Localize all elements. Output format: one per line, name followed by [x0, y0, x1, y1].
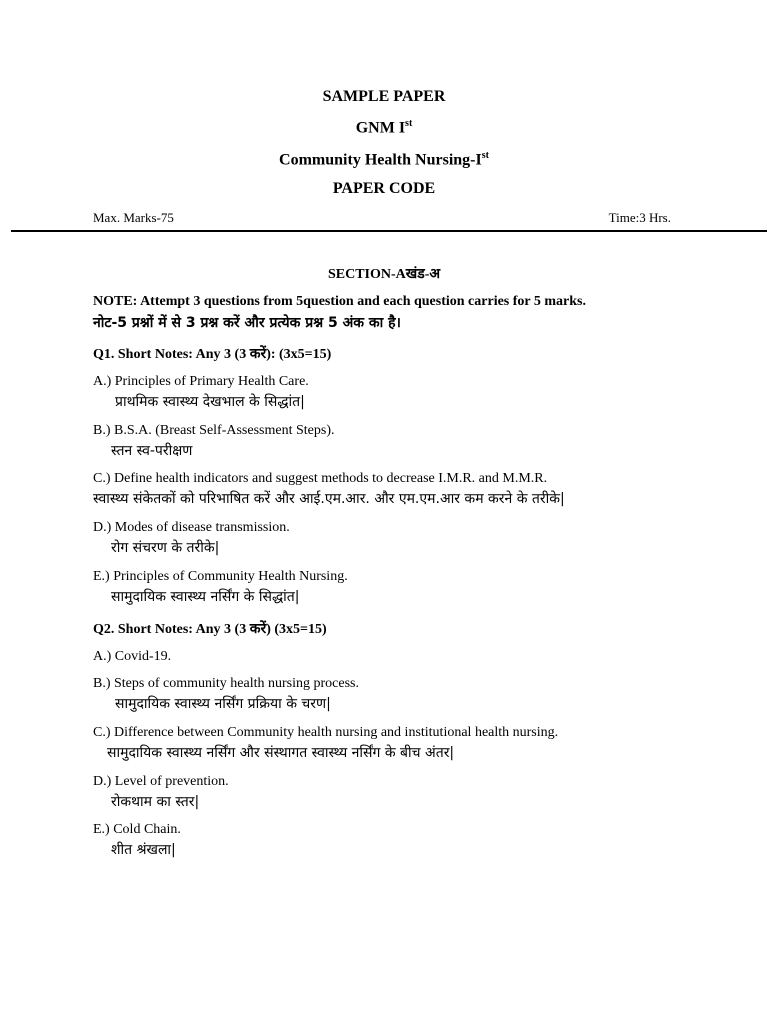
- paper-title: SAMPLE PAPER: [322, 88, 446, 105]
- note-english: NOTE: Attempt 3 questions from 5question and each question carries for 5 marks.: [93, 294, 586, 309]
- max-marks: Max. Marks-75: [93, 210, 174, 225]
- header-divider: [11, 230, 767, 232]
- q2-item-a: A.) Covid-19.: [93, 649, 172, 664]
- time-allowed: Time:3 Hrs.: [608, 210, 671, 225]
- q1-item-a: A.) Principles of Primary Health Care.: [93, 374, 309, 389]
- q2-heading: Q2. Short Notes: Any 3 (3 करें) (3x5=15): [93, 622, 327, 637]
- q2-item-c-hindi: सामुदायिक स्वास्थ्य नर्सिंग और संस्थागत स्वास्थ्य नर्सिंग के बीच अंतर|: [107, 745, 455, 761]
- q1-item-e: E.) Principles of Community Health Nursing.: [93, 569, 348, 584]
- q1-item-b-hindi: स्तन स्व-परीक्षण: [111, 443, 193, 459]
- q2-item-d: D.) Level of prevention.: [93, 774, 229, 789]
- q2-item-b-hindi: सामुदायिक स्वास्थ्य नर्सिंग प्रक्रिया के चरण|: [115, 696, 331, 712]
- note-hindi: नोट-5 प्रश्नों में से 3 प्रश्न करें और प्रत्येक प्रश्न 5 अंक का है।: [93, 315, 401, 331]
- q2-item-b: B.) Steps of community health nursing process.: [93, 676, 359, 691]
- q1-item-c: C.) Define health indicators and suggest methods to decrease I.M.R. and M.M.R.: [93, 471, 548, 486]
- section-heading: SECTION-Aखंड-अ: [327, 267, 441, 282]
- q2-item-c: C.) Difference between Community health nursing and institutional health nursing.: [93, 725, 559, 740]
- paper-code: PAPER CODE: [332, 180, 436, 197]
- q2-item-d-hindi: रोकथाम का स्तर|: [111, 794, 200, 810]
- q1-heading: Q1. Short Notes: Any 3 (3 करें): (3x5=15): [93, 347, 332, 362]
- q1-item-e-hindi: सामुदायिक स्वास्थ्य नर्सिंग के सिद्धांत|: [111, 589, 300, 605]
- q1-item-c-hindi: स्वास्थ्य संकेतकों को परिभाषित करें और आई.एम.आर. और एम.एम.आर कम करने के तरीके|: [93, 491, 565, 507]
- q2-item-e: E.) Cold Chain.: [93, 822, 181, 837]
- q1-item-d-hindi: रोग संचरण के तरीके|: [111, 540, 220, 556]
- q2-item-e-hindi: शीत श्रंखला|: [111, 842, 176, 858]
- q1-item-a-hindi: प्राथमिक स्वास्थ्य देखभाल के सिद्धांत|: [115, 394, 305, 410]
- course-name: GNM Ist: [355, 118, 413, 137]
- subject-name: Community Health Nursing-Ist: [279, 150, 489, 169]
- q1-item-d: D.) Modes of disease transmission.: [93, 520, 290, 535]
- q1-item-b: B.) B.S.A. (Breast Self-Assessment Steps).: [93, 423, 335, 438]
